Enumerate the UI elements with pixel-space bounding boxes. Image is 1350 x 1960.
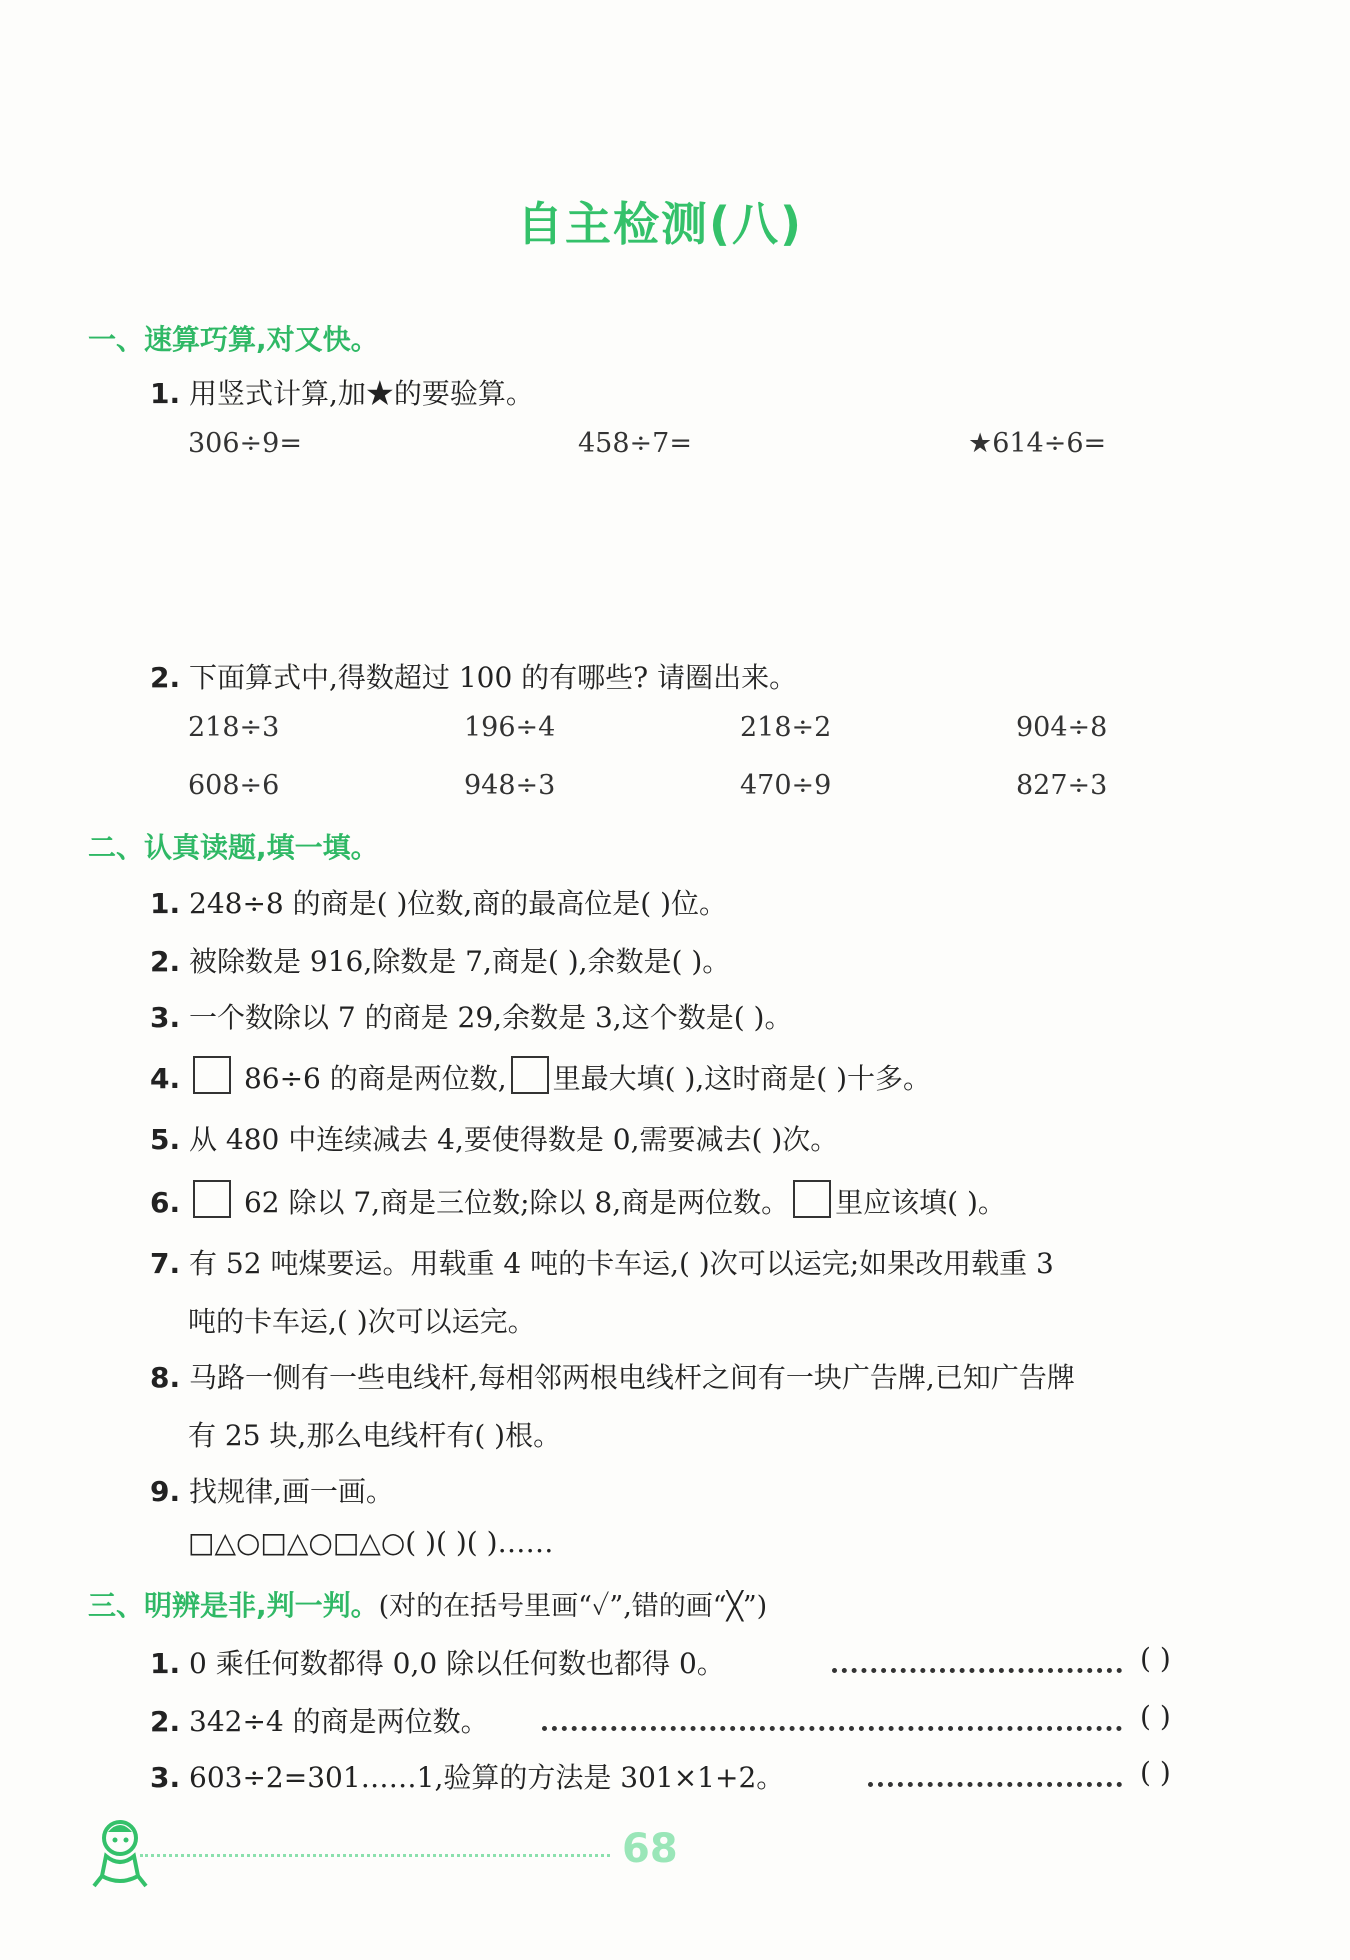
section-3-heading (88, 1584, 767, 1624)
s3-question-2 (150, 1700, 489, 1740)
expression-306-9: 306÷9= (188, 428, 302, 459)
question-number: 2. (150, 661, 181, 694)
question-text-b: 里应该填( )。 (835, 1186, 1006, 1219)
answer-parentheses[interactable]: ( ) (1140, 1756, 1171, 1789)
s2-question-8 (150, 1356, 1075, 1396)
shape-pattern: □△○□△○□△○( )( )( )…… (188, 1526, 554, 1559)
section-3-title: 三、明辨是非,判一判。 (88, 1589, 379, 1622)
question-number: 1. (150, 1647, 181, 1680)
section-1-heading: 一、速算巧算,对又快。 (88, 323, 379, 356)
expression: 470÷9 (740, 770, 832, 801)
s2-question-3 (150, 996, 792, 1036)
mascot-icon (80, 1812, 160, 1892)
question-number: 6. (150, 1186, 181, 1219)
leader-dots (542, 1718, 1122, 1737)
s3-question-1 (150, 1642, 725, 1682)
question-text: 603÷2=301……1,验算的方法是 301×1+2。 (189, 1761, 785, 1794)
s2-question-1 (150, 882, 727, 922)
expression: 827÷3 (1016, 770, 1108, 801)
s2-question-9 (150, 1470, 394, 1510)
question-number: 5. (150, 1123, 181, 1156)
expression-614-6: ★614÷6= (968, 428, 1107, 459)
question-number: 4. (150, 1062, 181, 1095)
expression: 608÷6 (188, 770, 280, 801)
question-number: 3. (150, 1001, 181, 1034)
question-text: 0 乘任何数都得 0,0 除以任何数也都得 0。 (189, 1647, 725, 1680)
footer-dotted-line (140, 1854, 610, 1857)
section-3-note: (对的在括号里画“✓”,错的画“╳”) (378, 1591, 768, 1622)
question-number: 1. (150, 377, 181, 410)
s2-question-7-line-2: 吨的卡车运,( )次可以运完。 (188, 1305, 536, 1338)
s1-question-1 (150, 372, 534, 412)
s2-question-8-line-2: 有 25 块,那么电线杆有( )根。 (188, 1419, 562, 1452)
blank-box[interactable] (193, 1180, 231, 1218)
expression: 904÷8 (1016, 712, 1108, 743)
question-text: 被除数是 916,除数是 7,商是( ),余数是( )。 (189, 945, 731, 978)
question-text: 马路一侧有一些电线杆,每相邻两根电线杆之间有一块广告牌,已知广告牌 (189, 1361, 1075, 1394)
question-text: 有 52 吨煤要运。用载重 4 吨的卡车运,( )次可以运完;如果改用载重 3 (189, 1247, 1054, 1280)
s2-question-7 (150, 1242, 1054, 1282)
page-number: 68 (622, 1826, 678, 1872)
s2-question-5 (150, 1118, 838, 1158)
blank-box[interactable] (793, 1180, 831, 1218)
question-text-b: 里最大填( ),这时商是( )十多。 (552, 1062, 932, 1095)
expression: 948÷3 (464, 770, 556, 801)
question-text: 从 480 中连续减去 4,要使得数是 0,需要减去( )次。 (189, 1123, 839, 1156)
question-text: 下面算式中,得数超过 100 的有哪些? 请圈出来。 (189, 661, 798, 694)
expression: 218÷3 (188, 712, 280, 743)
question-number: 8. (150, 1361, 181, 1394)
page-title: 自主检测(八) (516, 197, 804, 251)
question-text-a: 62 除以 7,商是三位数;除以 8,商是两位数。 (243, 1186, 790, 1219)
question-number: 9. (150, 1475, 181, 1508)
question-text: 一个数除以 7 的商是 29,余数是 3,这个数是( )。 (189, 1001, 793, 1034)
question-number: 7. (150, 1247, 181, 1280)
question-text-a: 86÷6 的商是两位数, (243, 1062, 507, 1095)
leader-dots (832, 1660, 1122, 1679)
question-number: 2. (150, 1705, 181, 1738)
question-number: 1. (150, 887, 181, 920)
section-2-heading: 二、认真读题,填一填。 (88, 831, 379, 864)
question-text: 找规律,画一画。 (189, 1475, 394, 1508)
s2-question-4 (150, 1056, 931, 1097)
blank-box[interactable] (511, 1056, 549, 1094)
question-number: 3. (150, 1761, 181, 1794)
s2-question-6 (150, 1180, 1006, 1221)
question-text: 248÷8 的商是( )位数,商的最高位是( )位。 (189, 887, 728, 920)
expression: 218÷2 (740, 712, 832, 743)
expression-458-7: 458÷7= (578, 428, 692, 459)
expression: 196÷4 (464, 712, 556, 743)
question-text: 342÷4 的商是两位数。 (189, 1705, 489, 1738)
leader-dots (868, 1774, 1122, 1793)
s3-question-3 (150, 1756, 784, 1796)
s2-question-2 (150, 940, 730, 980)
s1-question-2 (150, 656, 797, 696)
question-text: 用竖式计算,加★的要验算。 (189, 377, 534, 410)
answer-parentheses[interactable]: ( ) (1140, 1700, 1171, 1733)
blank-box[interactable] (193, 1056, 231, 1094)
question-number: 2. (150, 945, 181, 978)
answer-parentheses[interactable]: ( ) (1140, 1642, 1171, 1675)
